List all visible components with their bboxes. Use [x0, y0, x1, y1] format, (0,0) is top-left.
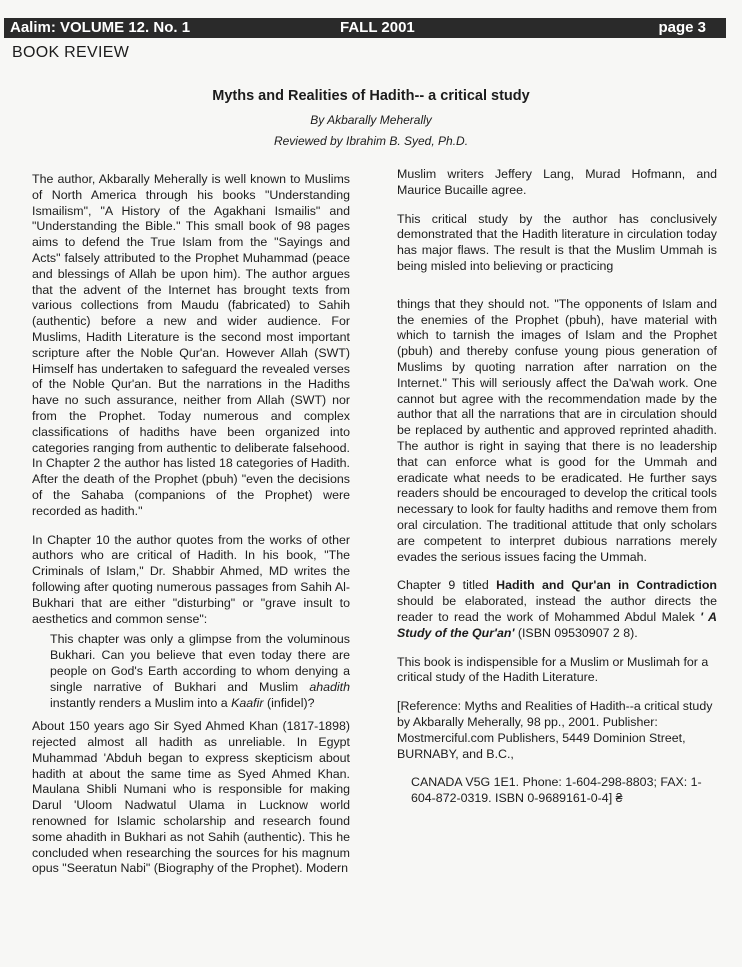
- issue-season: FALL 2001: [340, 19, 415, 36]
- paragraph: About 150 years ago Sir Syed Ahmed Khan (1817-1898) rejected almost all hadith as unreliable. In Egypt Muhammad 'Abduh began to express skepticism about hadith at about the same time as Syed Ahmed Khan. Maulana Shibli Numani who is responsible for making Darul 'Uloom Nadwatul Ulama in Lucknow world renowned for Islamic scholarship and research found some ahadith in Bukhari as not Sahih (authentic). This he concluded when researching the sources for his magnum opus "Seeratun Nabi" (Biography of the Prophet). Modern: [32, 719, 350, 876]
- reference-contact: CANADA V5G 1E1. Phone: 1-604-298-8803; FAX: 1-604-872-0319. ISBN 0-9689161-0-4] ₴: [411, 775, 702, 806]
- paragraph: The author, Akbarally Meherally is well known to Muslims of North America through his books "Understanding Ismailism", "A History of the Agakhani Ismailis" and "Understanding the Bible." This small book of 98 pages aims to defend the True Islam from the "Sayings and Acts" falsely attributed to the Prophet Muhammad (peace and blessings of Allah be upon him). The author argues that the advent of the Internet has brought texts from various collections from Maudu (fabricated) to Sahih (authentic) before a new and wider audience. For Muslims, Hadith Literature is the second most important scripture after the Noble Qur'an. However Allah (SWT) Himself has undertaken to safeguard the revealed verses of the Noble Qur'an. But the narrations in the Hadiths have no such assurance, neither from Allah (SWT) nor from the Prophet. Today numerous and complex classifications of hadiths have been organized into categories ranging from authentic to deliberate falsehood. In Chapter 2 the author has listed 18 categories of Hadith. After the death of the Prophet (pbuh) "even the decisions of the Sahaba (companions of the Prophet) were recorded as hadith.": [32, 172, 350, 518]
- paragraph: things that they should not. "The opponents of Islam and the enemies of the Prophet (pbuh), have material with which to tarnish the images of Islam and the Prophet (pbuh) and thereby confuse young pious generation of Muslims by quoting narration after narration on the Internet." This will seriously affect the Da'wah work. One cannot but agree with the recommendation made by the author that all the narrations that are in circulation should be replaced by authentic and approved reprinted ahadith. The author is right in saying that there is no leadership that can enforce what is good for the Ummah and eradicate what needs to be eradicated. He further says readers should be encouraged to develop the critical tools necessary to look for faulty hadiths and remove them from oral circulation. The traditional attitude that only scholars are competent to interpret dubious narrations merely evades the serious issues facing the Ummah.: [397, 296, 717, 564]
- paragraph: In Chapter 10 the author quotes from the works of other authors who are critical of Hadith. In his book, "The Criminals of Islam," Dr. Shabbir Ahmed, MD writes the following after quoting numerous passages from Sahih Al-Bukhari that are either "disturbing" or "grave insult to aesthetics and common sense":: [32, 532, 350, 626]
- reference-text: [Reference: Myths and Realities of Hadith--a critical study by Akbarally Meherally, 98 pp., 2001. Publisher: Mostmerciful.com Publishers, 5449 Dominion Street, BURNABY, and B.C.,: [397, 699, 713, 761]
- article-title: Myths and Realities of Hadith-- a critical study: [212, 88, 530, 104]
- paragraph: Muslim writers Jeffery Lang, Murad Hofmann, and Maurice Bucaille agree.: [397, 167, 717, 197]
- paragraph: This book is indispensible for a Muslim or Muslimah for a critical study of the Hadith Literature.: [397, 654, 709, 685]
- header-bar: [4, 18, 726, 38]
- page-number: page 3: [658, 19, 706, 36]
- author-line: By Akbarally Meherally: [310, 113, 432, 127]
- section-label: BOOK REVIEW: [12, 44, 130, 61]
- paragraph: This critical study by the author has conclusively demonstrated that the Hadith literature in circulation today has major flaws. The result is that the Muslim Ummah is being misled into believing or practicing: [397, 211, 717, 273]
- left-column: [32, 172, 350, 890]
- right-column: [397, 167, 717, 820]
- paragraph: Chapter 9 titled Hadith and Qur'an in Contradiction should be elaborated, instead the author directs the reader to read the work of Mohammed Abdul Malek ' A Study of the Qur'an' (ISBN 09530907 2 8).: [397, 578, 717, 640]
- block-quote: This chapter was only a glimpse from the voluminous Bukhari. Can you believe that even today there are people on God's Earth according to whom denying a single narrative of Bukhari and Muslim ahadith instantly renders a Muslim into a Kaafir (infidel)?: [50, 632, 350, 710]
- reviewer-line: Reviewed by Ibrahim B. Syed, Ph.D.: [273, 134, 469, 148]
- volume-label: Aalim: VOLUME 12. No. 1: [10, 19, 191, 36]
